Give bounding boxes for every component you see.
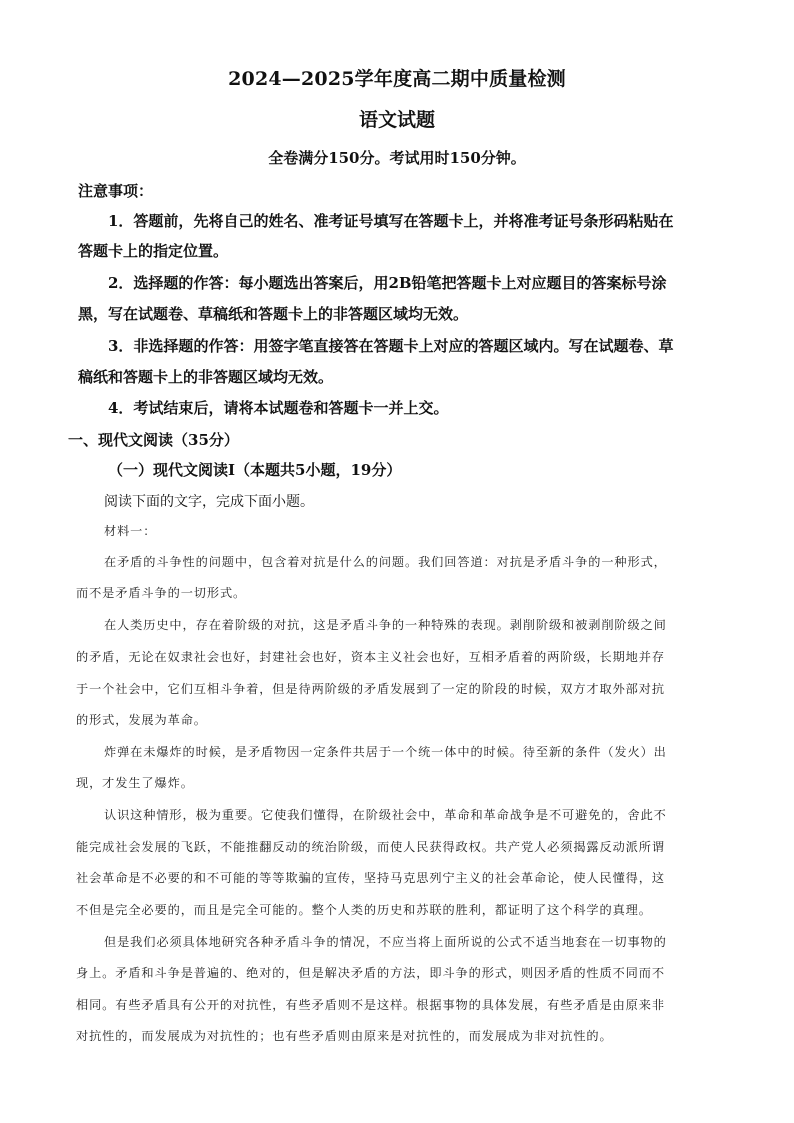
passage-p4-line-4: 不但是完全必要的，而且是完全可能的。整个人类的历史和苏联的胜利，都证明了这个科学的真理。 [76,903,652,917]
notice-item-4-line-1: 4．考试结束后，请将本试题卷和答题卡一并上交。 [108,399,449,417]
reading-instruction: 阅读下面的文字，完成下面小题。 [104,494,314,510]
passage-p5-line-4: 对抗性的，而发展成为对抗性的；也有些矛盾则由原来是对抗性的，而发展成为非对抗性的。 [76,1029,613,1043]
material-label: 材料一： [104,524,157,538]
passage-p5-line-1: 但是我们必须具体地研究各种矛盾斗争的情况，不应当将上面所说的公式不适当地套在一切事物的 [104,935,667,949]
passage-p2-line-2: 的矛盾，无论在奴隶社会也好，封建社会也好，资本主义社会也好，互相矛盾着的两阶级，长期地并存 [76,650,665,664]
notice-item-3-line-1: 3．非选择题的作答：用签字笔直接答在答题卡上对应的答题区域内。写在试题卷、草 [108,337,674,355]
passage-p3-line-2: 现，才发生了爆炸。 [76,776,194,790]
passage-p5-line-2: 身上。矛盾和斗争是普遍的、绝对的，但是解决矛盾的方法，即斗争的形式，则因矛盾的性质不同而不 [76,966,665,980]
notice-item-2-line-1: 2．选择题的作答：每小题选出答案后，用2B铅笔把答题卡上对应题目的答案标号涂 [108,274,667,292]
passage-p4-line-2: 能完成社会发展的飞跃，不能推翻反动的统治阶级，而使人民获得政权。共产党人必须揭露反动派所谓 [76,840,665,854]
subsection-heading: （一）现代文阅读Ⅰ（本题共5小题，19分） [108,461,402,479]
exam-subject: 语文试题 [358,109,435,131]
notice-heading: 注意事项： [78,182,154,200]
notice-item-1-line-2: 答题卡上的指定位置。 [78,242,229,260]
passage-p4-line-1: 认识这种情形，极为重要。它使我们懂得，在阶级社会中，革命和革命战争是不可避免的，舍此不 [104,808,667,822]
passage-p3-line-1: 炸弹在未爆炸的时候，是矛盾物因一定条件共居于一个统一体中的时候。待至新的条件（发火）出 [104,745,667,759]
passage-p2-line-1: 在人类历史中，存在着阶级的对抗，这是矛盾斗争的一种特殊的表现。剥削阶级和被剥削阶级之间 [104,618,667,632]
passage-p1-line-2: 而不是矛盾斗争的一切形式。 [76,586,247,600]
passage-p2-line-4: 的形式，发展为革命。 [76,713,207,727]
notice-item-1-line-1: 1．答题前，先将自己的姓名、准考证号填写在答题卡上，并将准考证号条形码粘贴在 [108,212,674,230]
passage-p2-line-3: 于一个社会中，它们互相斗争着，但是待两阶级的矛盾发展到了一定的阶段的时候，双方才取外部对抗 [76,682,665,696]
notice-item-3-line-2: 稿纸和答题卡上的非答题区域均无效。 [78,368,334,386]
passage-p4-line-3: 社会革命是不必要的和不可能的等等欺骗的宣传，坚持马克思列宁主义的社会革命论，使人民懂得，这 [76,871,665,885]
section-heading: 一、现代文阅读（35分） [68,431,239,449]
passage-p1-line-1: 在矛盾的斗争性的问题中，包含着对抗是什么的问题。我们回答道：对抗是矛盾斗争的一种形式， [104,555,667,569]
exam-meta: 全卷满分150分。考试用时150分钟。 [268,149,526,167]
passage-p5-line-3: 相同。有些矛盾具有公开的对抗性，有些矛盾则不是这样。根据事物的具体发展，有些矛盾是由原来非 [76,998,665,1012]
exam-title: 2024—2025学年度高二期中质量检测 [228,68,566,90]
notice-item-2-line-2: 黑，写在试题卷、草稿纸和答题卡上的非答题区域均无效。 [78,305,469,323]
